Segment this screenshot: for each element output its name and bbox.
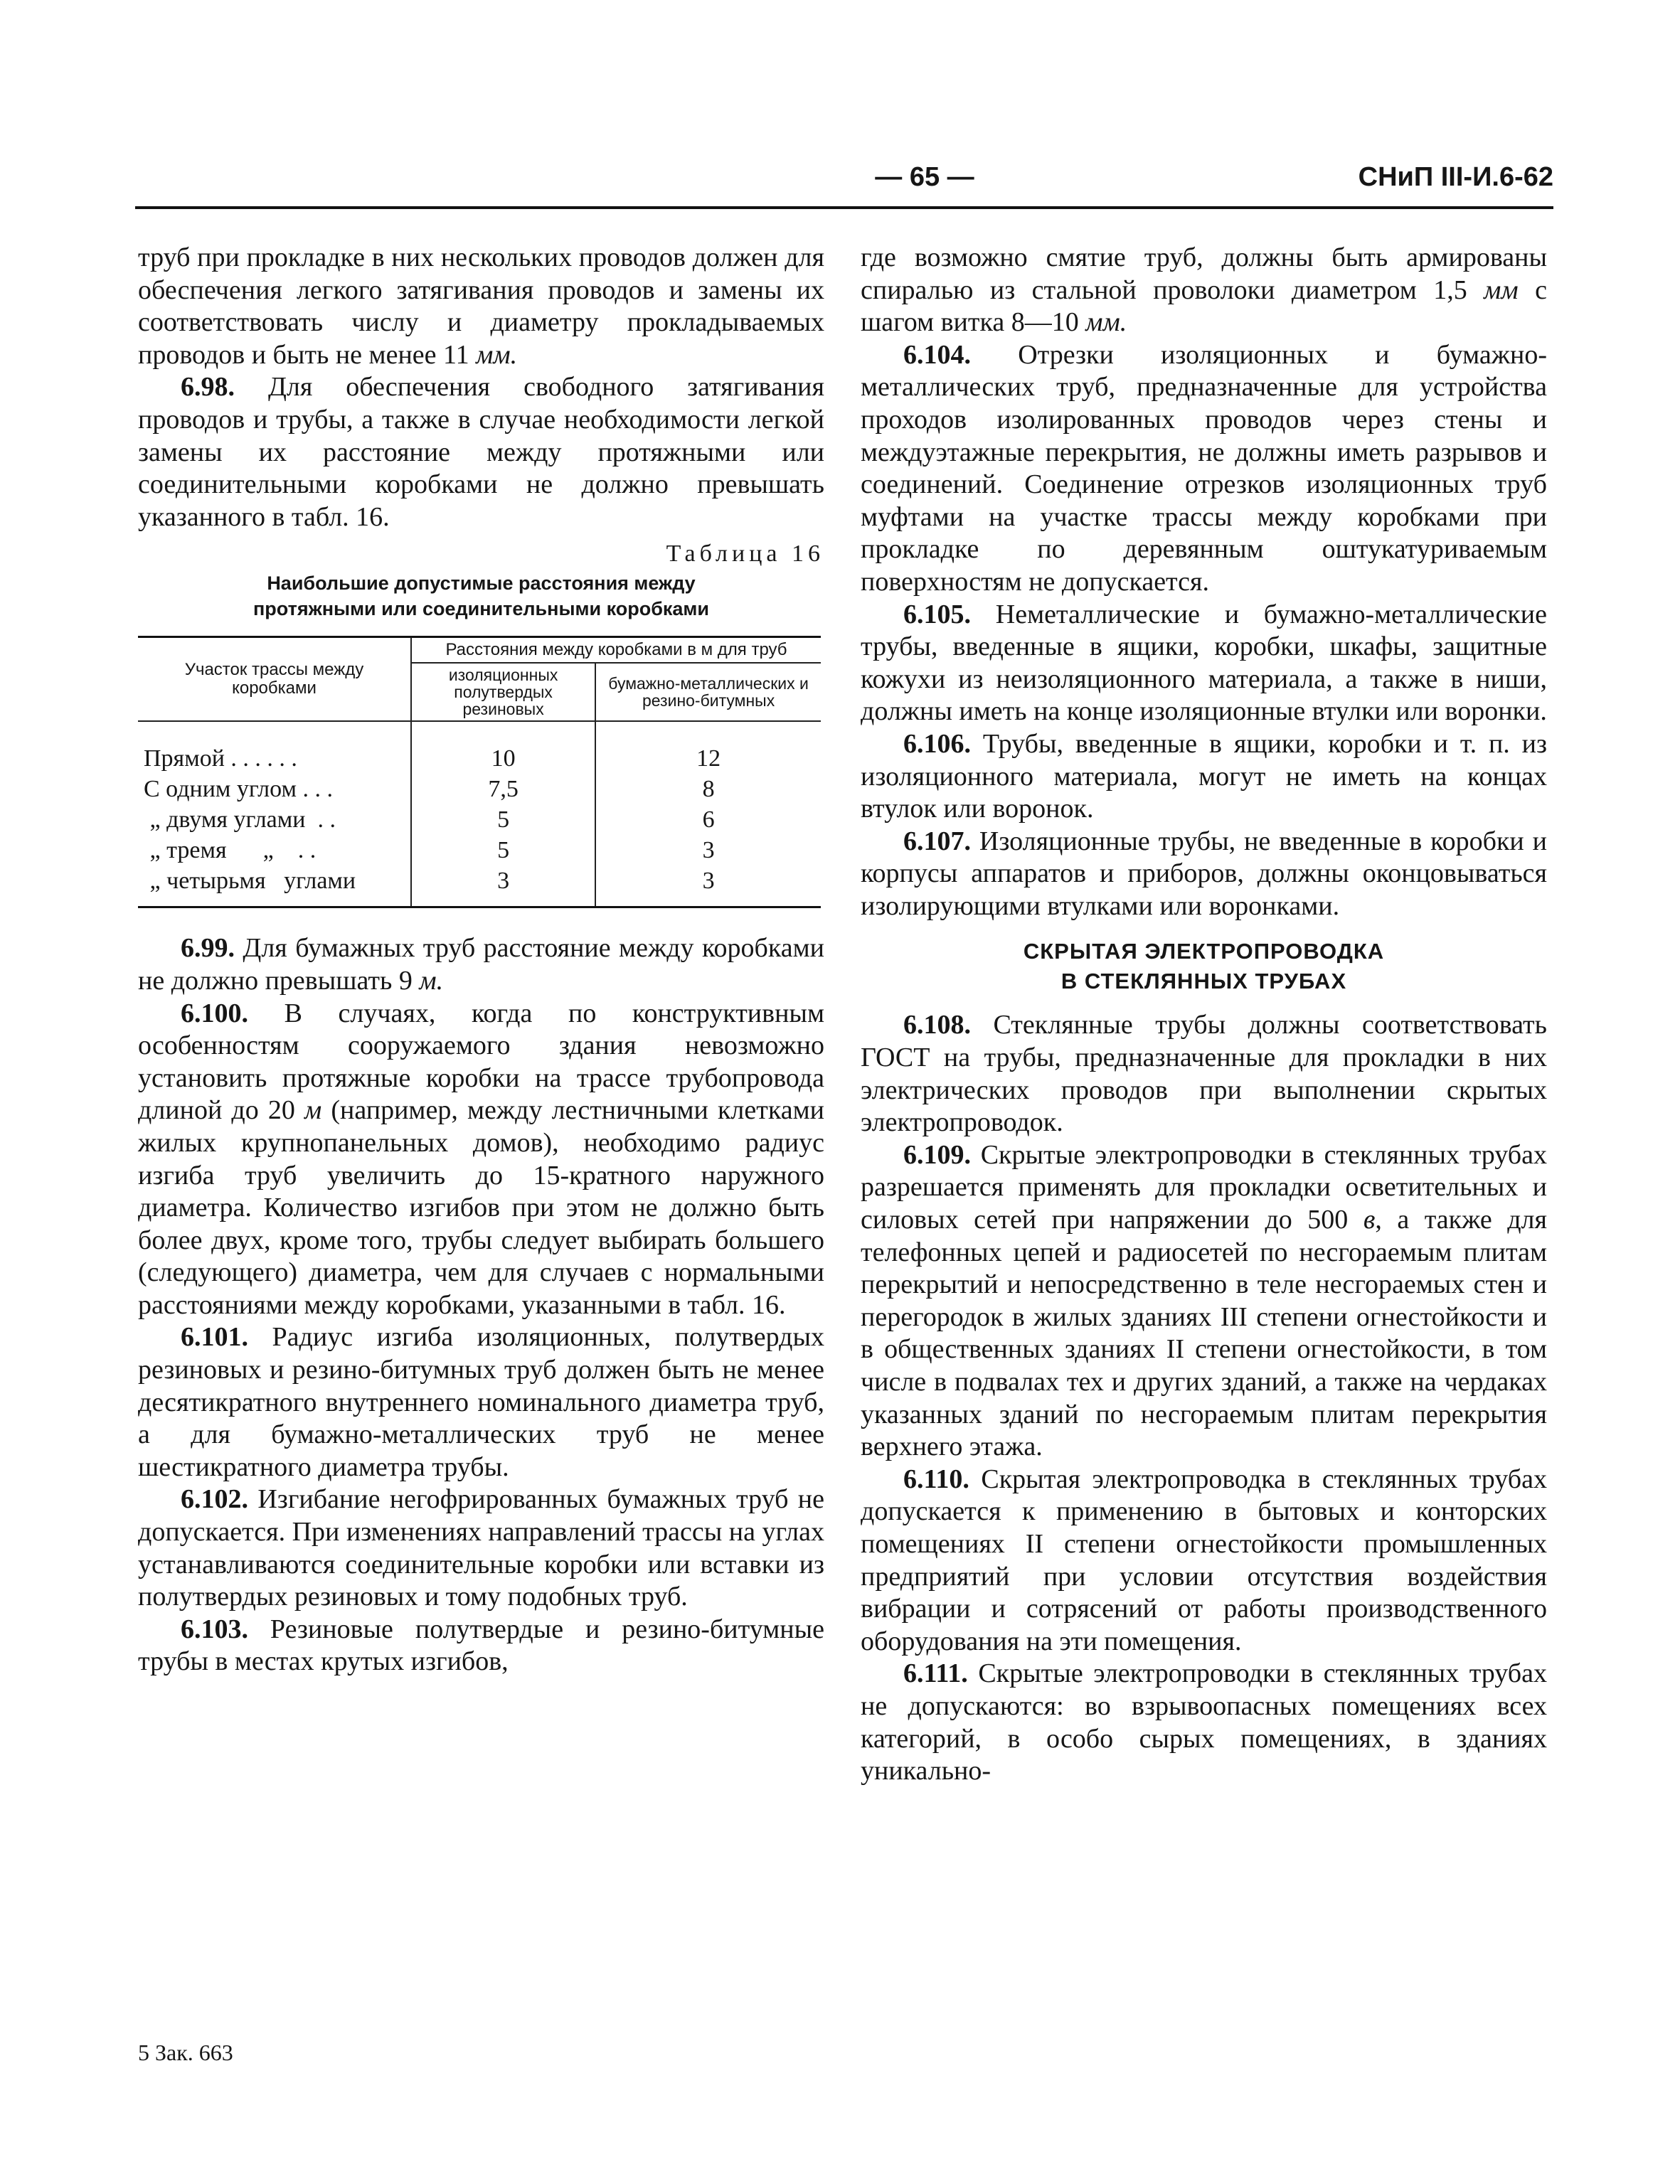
section-heading-line: СКРЫТАЯ ЭЛЕКТРОПРОВОДКА xyxy=(1023,939,1385,964)
page-header xyxy=(135,162,1553,198)
row-label: Прямой . . . . . . xyxy=(138,721,411,774)
paragraph-text: Резиновые полутвердые и резино-битумные трубы в местах крутых изгибов, xyxy=(138,1614,824,1677)
row-label: С одним углом . . . xyxy=(138,774,411,804)
cell-insulating: 7,5 xyxy=(411,774,595,804)
clause-number: 6.111. xyxy=(903,1658,968,1689)
clause-number: 6.103. xyxy=(181,1614,248,1644)
cell-paper-metal: 6 xyxy=(595,804,821,835)
clause-number: 6.99. xyxy=(181,933,235,964)
paragraph-text: труб при прокладке в них нескольких проводов должен для обеспечения легкого затягивания проводов и замены их соответствовать числу и диаметру прокладываемых проводов и быть не менее 11 xyxy=(138,243,824,370)
paragraph-text: (например, между лестничными клетками жилых крупнопанельных домов), необходимо радиус изгиба труб увеличить до 15-кратного наружного диаметра. Количество изгибов при этом не должно быть более двух, кроме того, трубы следует выбирать большего (следующего) диаметра, чем для случаев с нормальными расстояниями между коробками, указанными в табл. 16. xyxy=(138,1095,824,1320)
paragraph-6-105 xyxy=(861,599,1547,728)
unit-text: м xyxy=(304,1095,322,1126)
paragraph-6-104 xyxy=(861,339,1547,599)
header-rule xyxy=(135,206,1553,209)
cell-insulating: 5 xyxy=(411,835,595,865)
footer-note: 5 Зак. 663 xyxy=(138,2040,233,2065)
unit-text: м. xyxy=(419,965,444,996)
paragraph-6-109 xyxy=(861,1139,1547,1464)
paragraph-6-103 xyxy=(138,1614,824,1678)
cell-insulating: 3 xyxy=(411,865,595,907)
unit-text: в xyxy=(1363,1205,1376,1235)
paragraph-6-106 xyxy=(861,728,1547,826)
clause-number: 6.104. xyxy=(903,339,971,370)
right-column xyxy=(861,242,1547,1788)
paragraph-text: Скрытая электропроводка в стеклянных трубах допускается к применению в бытовых и конторских помещениях II степени огнестойкости промышленных предприятий при условии отсутствия воздействия вибрации и сотрясений от работы производственного оборудования на эти помещения. xyxy=(861,1464,1547,1656)
paragraph-text: , а также для телефонных цепей и радиосетей по несгораемым плитам перекрытий и непосредственно в теле несгораемых стен и перегородок в жилых зданиях III степени огнестойкости и в общественных зданиях II степени огнестойкости, в том числе в подвалах тех и других зданий, а также на чердаках указанных зданий по несгораемым плитам перекрытия верхнего этажа. xyxy=(861,1205,1547,1462)
table-title-line: протяжными или соединительными коробками xyxy=(252,598,710,620)
column-header-paper-metal: бумажно-металлических и резино-битумных xyxy=(595,663,821,721)
clause-number: 6.109. xyxy=(903,1139,971,1170)
paragraph-text: Скрытые электропроводки в стеклянных трубах разрешается применять для прокладки осветительных и силовых сетей при напряжении до 500 xyxy=(861,1139,1547,1235)
row-label: „ четырьмя углами xyxy=(138,865,411,907)
section-heading-line: В СТЕКЛЯННЫХ ТРУБАХ xyxy=(1060,969,1347,994)
paragraph-6-108 xyxy=(861,1009,1547,1139)
column-header-section: Участок трассы между коробками xyxy=(138,637,411,722)
clause-number: 6.101. xyxy=(181,1322,248,1353)
section-heading xyxy=(861,937,1547,996)
table-row xyxy=(138,865,821,907)
paragraph-6-111 xyxy=(861,1658,1547,1787)
row-label: „ тремя „ . . xyxy=(138,835,411,865)
paragraph-6-110 xyxy=(861,1464,1547,1658)
unit-text: мм. xyxy=(1085,307,1127,338)
paragraph-text: Неметаллические и бумажно-металлические трубы, введенные в ящики, коробки, шкафы, защитные кожухи из неизоляционного материала, а также в ниши, должны иметь на конце изоляционные втулки или воронки. xyxy=(861,599,1547,727)
paragraph-text: Для обеспечения свободного затягивания проводов и трубы, а также в случае необходимости легкой замены их расстояние между протяжными или соединительными коробками не должно превышать указанного в табл. 16. xyxy=(138,372,824,532)
paragraph-6-101 xyxy=(138,1321,824,1483)
paragraph-6-100 xyxy=(138,998,824,1322)
table-title xyxy=(138,570,824,622)
column-header-insulating: изоляционных полутвердых резиновых xyxy=(411,663,595,721)
clause-number: 6.108. xyxy=(903,1010,971,1040)
cell-paper-metal: 12 xyxy=(595,721,821,774)
paragraph-text: Стеклянные трубы должны соответствовать ГОСТ на трубы, предназначенные для прокладки в них электрических проводов при выполнении скрытых электропроводок. xyxy=(861,1010,1547,1138)
clause-number: 6.98. xyxy=(181,372,235,403)
paragraph-text: Скрытые электропроводки в стеклянных трубах не допускаются: во взрывоопасных помещениях всех категорий, в особо сырых помещениях, в зданиях уникально- xyxy=(861,1658,1547,1786)
table-row xyxy=(138,721,821,774)
unit-text: мм. xyxy=(476,339,518,370)
clause-number: 6.107. xyxy=(903,826,971,856)
paragraph-6-99 xyxy=(138,932,824,997)
distances-table xyxy=(138,636,821,908)
clause-number: 6.100. xyxy=(181,998,248,1028)
paragraph-text: Отрезки изоляционных и бумажно-металлических труб, предназначенные для устройства проходов изолированных проводов через стены и междуэтажные перекрытия, не должны иметь разрывов и соединений. Соединение отрезков изоляционных труб муфтами на участке трассы между коробками при прокладке по деревянным оштукатуриваемым поверхностям не допускается. xyxy=(861,339,1547,597)
paragraph-continuation xyxy=(138,242,824,371)
paragraph-continuation xyxy=(861,242,1547,339)
left-column xyxy=(138,242,824,1678)
paragraph-6-107 xyxy=(861,826,1547,923)
paragraph-6-98 xyxy=(138,371,824,533)
column-header-distances: Расстояния между коробками в м для труб xyxy=(411,637,821,664)
clause-number: 6.106. xyxy=(903,728,971,759)
cell-insulating: 5 xyxy=(411,804,595,835)
paragraph-text: Для бумажных труб расстояние между коробками не должно превышать 9 xyxy=(138,933,824,996)
paragraph-text: В случаях, когда по конструктивным особенностям сооружаемого здания невозможно установить протяжные коробки на трассе трубопровода длиной до 20 xyxy=(138,998,824,1126)
page-number: — 65 — xyxy=(875,162,974,192)
cell-paper-metal: 3 xyxy=(595,835,821,865)
clause-number: 6.102. xyxy=(181,1484,248,1515)
table-label: Таблица 16 xyxy=(666,540,824,568)
cell-paper-metal: 3 xyxy=(595,865,821,907)
clause-number: 6.110. xyxy=(903,1464,969,1494)
cell-paper-metal: 8 xyxy=(595,774,821,804)
paragraph-6-102 xyxy=(138,1483,824,1613)
paragraph-text: Трубы, введенные в ящики, коробки и т. п. из изоляционного материала, могут не иметь на концах втулок или воронок. xyxy=(861,728,1547,824)
paragraph-text: где возможно смятие труб, должны быть армированы спиралью из стальной проволоки диаметром 1,5 xyxy=(861,243,1547,305)
cell-insulating: 10 xyxy=(411,721,595,774)
table-title-line: Наибольшие допустимые расстояния между xyxy=(267,572,696,595)
paragraph-text: Изоляционные трубы, не введенные в коробки и корпусы аппаратов и приборов, должны оконцовываться изолирующими втулками или воронками. xyxy=(861,826,1547,921)
paragraph-text: Изгибание негофрированных бумажных труб не допускается. При изменениях направлений трассы на углах устанавливаются соединительные коробки или вставки из полутвердых резиновых и тому подобных труб. xyxy=(138,1484,824,1612)
table-row xyxy=(138,804,821,835)
paragraph-text: с шагом витка 8—10 xyxy=(861,275,1547,338)
clause-number: 6.105. xyxy=(903,599,971,629)
table-row xyxy=(138,835,821,865)
paragraph-text: Радиус изгиба изоляционных, полутвердых резиновых и резино-битумных труб должен быть не менее десятикратного внутреннего номинального диаметра труб, а для бумажно-металлических труб не менее шестикратного диаметра трубы. xyxy=(138,1322,824,1482)
document-code: СНиП III-И.6-62 xyxy=(1358,162,1553,192)
row-label: „ двумя углами . . xyxy=(138,804,411,835)
unit-text: мм xyxy=(1484,275,1519,305)
table-row xyxy=(138,774,821,804)
